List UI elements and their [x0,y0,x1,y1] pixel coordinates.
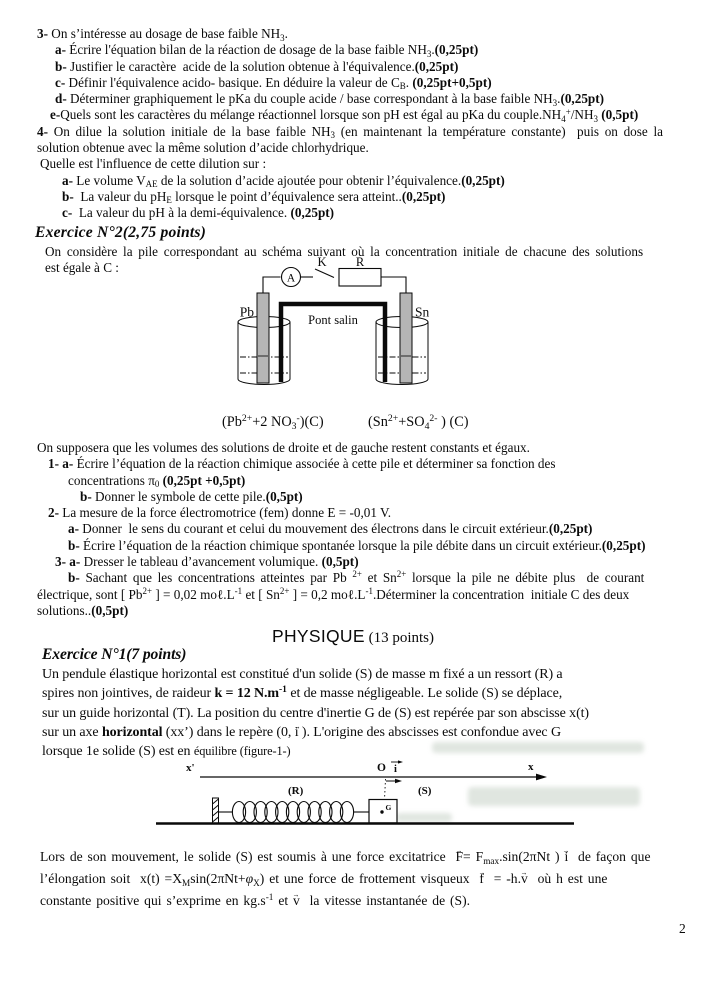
bottom-paragraph [40,846,651,912]
text-line [35,189,663,205]
text-segment: 3 [426,48,432,59]
text-segment: (xx’) dans le repère (0, [162,724,295,740]
text-segment: (0,25pt) [548,521,593,537]
text-segment: 3- [37,26,52,41]
resistor-box [339,269,381,287]
text-segment: -1 [279,685,287,696]
text-segment: spires non jointives, de raideur [42,686,215,702]
center-of-inertia-dot [380,810,383,813]
text-segment: (0,5pt) [91,602,129,618]
text-segment: E [166,195,172,206]
text-segment: b- [68,570,86,586]
text-segment: électrique, sont [ Pb [37,586,143,602]
solid-label: (S) [418,785,432,797]
text-segment: La mesure de la force électromotrice (fem) donne E = -0,01 V. [62,505,392,521]
text-segment: Sachant que les concentrations atteintes par Pb [85,570,353,586]
text-line [35,603,646,619]
text-segment: 4- [37,123,54,139]
text-segment: b- [55,58,71,74]
text-segment: Justifier le caractère acide de la solution obtenue à l'équivalence. [70,58,415,74]
center-label: G [385,803,392,812]
text-line [35,440,646,456]
text-segment: - [296,412,300,424]
wire-right [381,277,406,293]
text-line [35,156,663,172]
text-segment: b- [62,188,78,204]
switch-blade [315,269,334,278]
text-segment: → f [479,868,484,890]
text-line [35,222,663,244]
text-segment: → v [521,868,528,890]
text-segment: b- [80,488,96,504]
text-line [35,538,646,554]
text-segment: ) et une force de frottement visqueux [259,871,480,886]
text-segment: B [399,81,406,92]
text-line [35,456,646,472]
text-segment: Déterminer graphiquement le pKa du couple acide / base correspondant à la base faible NH [70,91,553,107]
text-segment: φ [245,871,254,886]
text-segment: (0,25pt+0,5pt) [412,74,492,90]
text-segment: horizontal [101,724,163,740]
text-segment: solutions.. [37,602,92,618]
text-segment: solution obtenue avec la même solution d’acide chlorhydrique. [37,140,369,156]
text-segment: -1 [365,585,373,596]
text-segment: Écrire l'équation bilan de la réaction de dosage de la base faible NH [69,42,427,58]
figure-1 [140,757,610,837]
text-segment: Écrire l’équation de la réaction chimique spontanée lorsque la pile débite dans un circuit extérieur. [83,537,602,553]
text-line [35,173,663,189]
text-segment: sur un axe [42,724,102,740]
text-segment: a- [62,172,77,188]
text-segment: (en maintenant la température constante) puis on dose la [335,123,663,139]
text-segment: Un pendule élastique horizontal est constitué d'un solide (S) de masse m fixé a un ressort (R) a [42,667,563,682]
text-line [40,846,651,868]
right-electrode [400,293,412,383]
wire-left [263,277,281,293]
text-segment: Lors de son mouvement, le solide (S) est soumis à une force excitatrice [40,849,456,864]
physique-points: (13 points) [364,630,434,646]
text-segment: équilibre (figure-1-) [193,744,291,759]
text-segment: k = 12 N.m [214,686,279,702]
text-segment: (0,25pt) [601,537,646,553]
text-segment: (0,5pt) [601,107,639,123]
text-line [35,140,663,156]
text-segment: de façon que [568,849,651,864]
text-segment: constante positive qui s’exprime en kg.s [40,893,266,908]
text-line [35,554,646,570]
text-segment: → i [295,723,299,742]
salt-bridge-label: Pont salin [308,313,358,327]
text-line [42,723,589,742]
text-segment: 3 [593,113,598,124]
text-segment: Quels sont les caractères du mélange réactionnel lorsque son pH est égal au pKa du couple.NH [60,107,562,123]
left-solution-label [222,414,324,431]
text-segment: de la solution d’acide ajoutée pour obtenir l’équivalence. [157,172,462,188]
text-segment: → i [564,846,568,868]
text-segment: 3- a- [55,554,84,570]
text-segment: On s’intéresse au dosage de base faible NH [51,26,281,41]
text-segment: a- [55,42,70,58]
physique-heading [0,626,706,647]
text-segment: l’élongation soit x(t) =X [40,871,183,886]
text-segment: concentrations π [68,472,155,488]
text-line [35,489,646,505]
text-segment: /NH [570,107,594,123]
text-segment: et de masse négligeable. Le solide (S) se déplace, [286,686,563,702]
text-segment: Donner le symbole de cette pile. [95,488,266,504]
text-segment: c- [55,74,69,90]
text-segment: 3 [552,97,558,108]
text-line [35,205,663,221]
text-line [42,684,589,703]
text-line [35,91,663,107]
text-segment: (0,25pt) [560,91,605,107]
text-segment: (0,25pt +0,5pt) [162,472,246,488]
left-electrode [257,293,269,383]
text-segment: (0,5pt) [321,554,359,570]
right-metal-label: Sn [415,304,430,320]
text-segment: . [405,74,413,90]
text-segment: lorsque 1e solide (S) est en [42,744,194,760]
text-segment: . [557,91,561,107]
text-segment: (Sn [368,414,388,430]
text-segment: la vitesse instantanée de (S). [299,893,471,908]
unit-vector-arrowhead [398,760,403,763]
text-segment: + [565,106,571,117]
text-line [35,124,663,140]
spring-label: (R) [288,785,304,797]
text-segment: M [182,877,191,888]
x-label: x [528,761,534,773]
text-line [35,570,646,586]
text-segment: -1 [234,585,243,596]
chem-exercise2-block [35,440,646,619]
right-solution-label [368,414,469,431]
text-segment: d- [55,91,71,107]
chem-questions-block [35,26,663,276]
text-line [42,704,589,723]
text-line [35,521,646,537]
text-segment: et [ Sn [242,586,280,602]
cell-diagram-svg [200,256,460,412]
text-segment: 2+ [387,412,399,424]
text-segment: (0,25pt) [290,205,335,221]
text-segment: Exercice N°2(2,75 points) [35,223,207,241]
text-segment: ). L'origine des abscisses est confondue avec G [298,724,561,740]
page-number: 2 [679,921,686,936]
text-line [42,665,589,684]
text-line [40,868,651,890]
axis-unit-arrowhead [395,779,402,783]
text-segment: La valeur du pH à la demi-équivalence. [75,205,291,221]
text-segment: 2+ [279,585,290,596]
text-segment: 2- [429,412,438,424]
text-line [35,59,663,75]
text-segment: 4 [424,420,430,432]
text-segment: AE [145,179,158,190]
switch-label: K [317,256,327,269]
text-segment: c- [62,205,76,221]
scan-artifact [432,742,644,753]
text-segment: = F [463,849,484,864]
text-segment: On considère la pile correspondant au schéma suivant où la concentration initiale de chacune des solutions [45,243,644,259]
text-segment: On dilue la solution initiale de la base faible NH [53,123,331,139]
text-segment: 2+ [142,585,153,596]
text-segment: e- [50,107,61,123]
text-segment: lorsque le point d’équivalence sera atteint.. [171,188,402,204]
text-line [40,890,651,912]
physique-title: PHYSIQUE [271,626,365,646]
text-segment: où h est une [527,871,608,886]
resistor-label: R [355,256,365,269]
text-segment: X [253,877,260,888]
text-segment: (0,25pt) [401,188,446,204]
text-segment: 3 [330,130,336,141]
text-line [35,587,646,603]
text-segment: 0 [154,479,160,490]
text-segment: → v [293,890,300,912]
text-segment: b- [68,537,84,553]
text-segment: 2+ [396,569,407,580]
text-segment: +SO [398,414,425,430]
text-segment: 2- [48,505,63,521]
text-segment: sur un guide horizontal (T). La position du centre d'inertie G de (S) est repérée par son abscisse x(t) [42,705,589,721]
text-segment: max [483,855,500,866]
text-segment: 4 [561,113,566,124]
text-line [35,42,663,58]
text-segment: . [431,42,435,58]
text-segment: .sin(2πNt ) [499,849,565,864]
text-segment: .Déterminer la concentration initiale C des deux [372,586,630,602]
text-segment: +2 NO [252,414,292,430]
text-segment: (0,25pt) [414,58,459,74]
text-line [35,107,663,123]
text-segment: Dresser le tableau d’avancement volumique. [83,554,322,570]
unit-vector-label: i [394,764,397,775]
x-axis-arrowhead [536,774,547,781]
text-segment: 2+ [241,412,253,424]
text-segment: ] = 0,2 moℓ.L [289,586,366,602]
text-segment: Définir l'équivalence acido- basique. En déduire la valeur de C [68,74,400,90]
text-segment: 1- a- [48,456,77,472]
ammeter-label: A [286,272,296,285]
text-segment: (0,25pt) [434,42,479,58]
text-segment: . [284,26,288,41]
text-segment: Exercice N°1(7 points) [42,646,187,663]
text-line [35,505,646,521]
text-segment: Donner le sens du courant et celui du mouvement des électrons dans le circuit extérieur. [82,521,549,537]
text-segment: On supposera que les volumes des solutions de droite et de gauche restent constants et égaux. [37,440,530,455]
text-segment: Écrire l’équation de la réaction chimique associée à cette pile et déterminer sa fonction des [76,456,556,472]
text-line [35,473,646,489]
text-segment: lorsque la pile ne débite plus de courant [406,570,645,586]
text-line [35,75,663,91]
text-segment: Le volume V [76,172,146,188]
text-segment: est égale à C : [45,259,119,275]
text-line [42,645,589,665]
wall [213,798,219,823]
text-segment: → F [455,846,463,868]
text-segment: et Sn [361,570,397,586]
text-segment: ] = 0,02 moℓ.L [152,586,235,602]
spring [219,802,370,823]
left-metal-label: Pb [239,304,254,320]
text-segment: = -h. [483,871,521,886]
x-prime-label: x' [186,762,195,774]
text-segment: Quelle est l'influence de cette dilution sur : [40,156,267,172]
text-segment: (Pb [222,414,242,430]
text-segment: )(C) [299,414,324,430]
text-segment: 3 [280,32,285,43]
text-segment: (0,25pt) [461,172,505,188]
text-segment: (0,5pt) [265,488,303,504]
text-segment: a- [68,521,83,537]
text-segment: 2+ [352,569,362,580]
text-segment: ) (C) [437,414,469,430]
text-segment: La valeur du pH [77,188,167,204]
text-segment: sin(2πNt+ [190,871,246,886]
text-line [35,26,663,42]
text-segment: -1 [265,891,274,902]
text-segment: et [273,893,294,908]
text-segment: 3 [291,420,297,432]
origin-label: O [377,762,386,774]
